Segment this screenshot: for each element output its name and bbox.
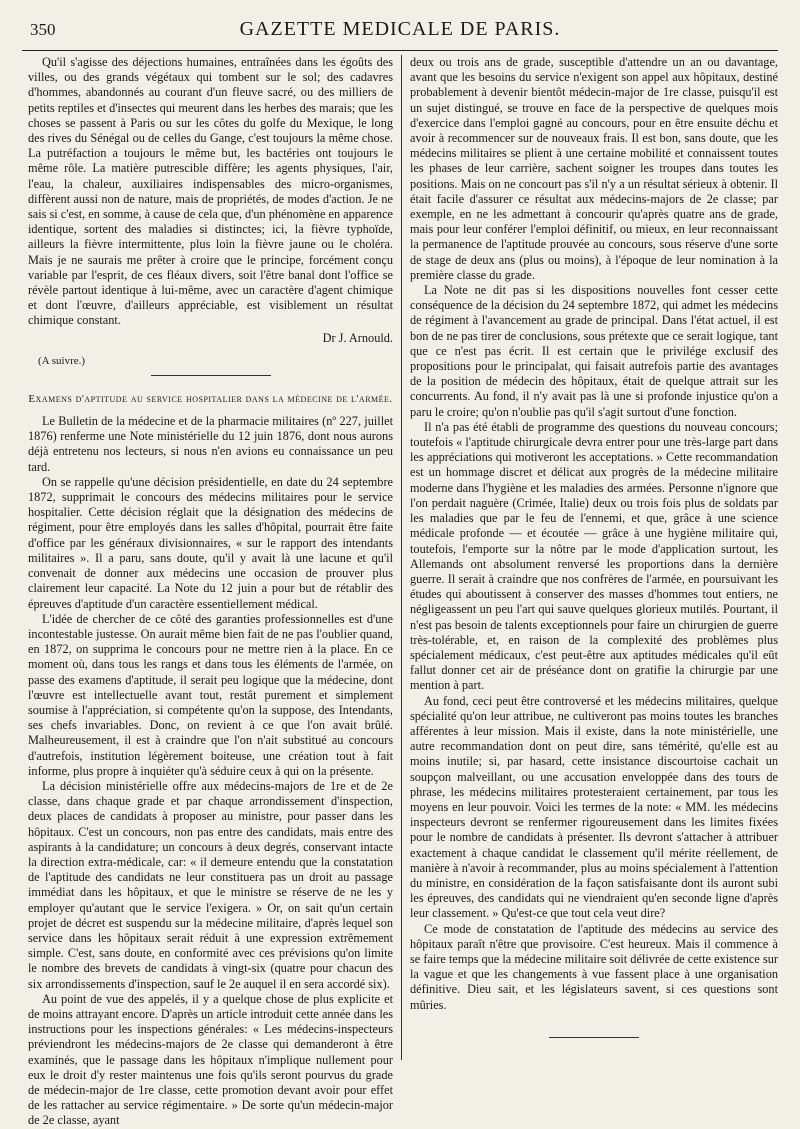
author-signature: Dr J. Arnould.	[322, 330, 393, 345]
to-be-continued: (A suivre.)	[38, 354, 86, 367]
paragraph: On se rappelle qu'une décision présidentielle, en date du 24 septembre 1872, supprimait le concours des médecins militaires pour le service hospitalier. Cette décision réglait que la désignation des médecins de régiment, pour être employés dans les salles d'hôpital, pourrait être faite d'office par les généraux divisionnaires, « sur le rapport des intendants militaires ». Il a paru, sans doute, qu'il y avait là une lacune et qu'il convenait de donner aux médecins une occasion de prouver plus clairement leur capacité. La Note du 12 juin a pour but de rétablir des épreuves d'aptitude d'un caractère essentiellement médical.	[28, 474, 393, 611]
section-separator	[151, 375, 271, 376]
paragraph: La décision ministérielle offre aux médecins-majors de 1re et de 2e classe, dans chaque grade et par chaque arrondissement d'inspection, deux places de candidats à proposer au ministre, pour passer dans les hôpitaux. C'est un concours, non pas entre des candidats, mais entre des aspirants à la candidature; un concours à deux degrés, conservant intacte la direction extra-médicale, car: « il demeure entendu que la constatation de l'aptitude des candidats ne leur constituera pas un droit au passage immédiat dans les hôpitaux, et que le ministre se réserve de ne les y employer qu'autant que le service l'exigera. » Or, on sait qu'un certain projet de décret est suspendu sur la médecine militaire, d'après lequel son service dans les hôpitaux serait réduit à une expression extrêmement simple. C'est, sans doute, en conformité avec ces prévisions qu'on limite le nombre des brevets de candidats à vingt-six (quatre pour chacun des six arrondissements d'inspection, sauf le 2e auquel il en sera accordé six).	[28, 778, 393, 991]
page-header	[22, 10, 778, 51]
paragraph: Le Bulletin de la médecine et de la pharmacie militaires (nº 227, juillet 1876) renferme une Note ministérielle du 12 juin 1876, dont nous aurons déjà entretenu nos lecteurs, si nous n'en avions eu connaissance un peu tard.	[28, 414, 393, 474]
paragraph: La Note ne dit pas si les dispositions nouvelles font cesser cette conséquence de la décision du 24 septembre 1872, qui admet les médecins de régiment à l'avancement au grade de principal. Dans l'état actuel, il est bon de ne pas tirer de conclusions, sous prétexte que ce serait logique, tant que ce n'est pas écrit. Il est certain que le privilége exclusif des propositions pour le principalat, qui faisait autrefois partie des avantages de la position de médecin des hôpitaux, était de quelque attrait sur les concurrents. Au fond, il n'y avait pas là une si profonde injustice qu'on a paru le croire; qu'on n'oublie pas qu'il s'agit surtout d'une fonction.	[410, 283, 778, 419]
section-title: Examens d'aptitude au service hospitalier dans la médecine de l'armée.	[28, 393, 393, 406]
left-column	[28, 55, 393, 1129]
paragraph: L'idée de chercher de ce côté des garanties professionnelles est d'une incontestable justesse. On aurait même bien fait de ne pas l'oublier quand, en 1872, on supprima le concours pour ne mettre rien à la place. En ce moment où, dans tous les rangs et dans tous les éléments de l'armée, on passe des examens d'aptitude, il serait peu logique que la médecine, dont l'œuvre est intellectuelle avant tout, restât purement et simplement soumise à l'appréciation, si compétente qu'on la suppose, des Intendants, ses chefs invariables. Donc, on revient à ce que l'on avait brûlé. Malheureusement, il est à craindre que l'on n'ait substitué au concours d'autrefois, institution légèrement boiteuse, une création tout à fait informe, plus propre à inquiéter qu'à séduire ceux à qui on la présente.	[28, 611, 393, 778]
right-column	[410, 55, 778, 1038]
paragraph: deux ou trois ans de grade, susceptible d'attendre un an ou davantage, avant que les besoins du service n'exigent son appel aux hôpitaux, destiné probablement à devenir bientôt médecin-major de 1re classe, puisqu'il est un sujet distingué, se trouve en face de la perspective de quelques mois d'exercice dans l'emploi gagné au concours, pour en être ensuite déchu et avoir à recommencer sur de nouveaux frais. Il est bon, sans doute, que les médecins militaires se plient à une certaine mobilité et connaissent toutes les phases de leur carrière, sachent soigner les troupes dans toutes les positions. Mais on ne concourt pas s'il n'y a un résultat sérieux à obtenir. Il était facile d'assurer ce résultat aux médecins-majors de 2e classe; par exemple, en ne les admettant à concourir qu'après quatre ans de grade, mais pour leur conférer l'emploi définitif, ou mieux, en leur reconnaissant la permanence de l'aptitude prouvée au concours, sous réserve d'une sorte de stage de deux ans (plus ou moins), à l'époque de leur nomination à la première classe du grade.	[410, 55, 778, 282]
end-separator	[549, 1037, 639, 1038]
journal-title: GAZETTE MEDICALE DE PARIS.	[239, 18, 561, 40]
paragraph: Ce mode de constatation de l'aptitude des médecins au service des hôpitaux paraît n'être que provisoire. C'est heureux. Mais il commence à se faire temps que la médecine militaire soit délivrée de cette existence sur la vague et que les changements à vue fassent place à une organisation définitive. Dieu sait, et les législateurs savent, si ces questions sont mûries.	[410, 921, 778, 1012]
page-number: 350	[30, 20, 56, 39]
paragraph: Il n'a pas été établi de programme des questions du nouveau concours; toutefois « l'aptitude chirurgicale devra entrer pour une très-large part dans les appréciations qui motiveront les acceptations. » Cette recommandation est un hommage discret et délicat aux progrès de la médecine militaire moderne dans l'hygiène et les maladies des armées. Personne n'ignore que l'on perdait naguère (Crimée, Italie) deux ou trois fois plus de soldats par les maladies que par le feu de l'ennemi, et que, grâce à une science médicale profonde — et écoutée — grâce à une hygiène militaire qui, toutefois, l'emporte sur la nôtre par le mode d'application surtout, les Allemands ont absolument renversé les proportions dans la dernière guerre. Il serait à craindre que nos confrères de l'armée, en poursuivant les études qui aboutissent à conserver des masses d'hommes tout entiers, ne négligeassent un peu l'art qui sauve quelques glorieux mutilés. Pourtant, il n'est pas besoin de talents exceptionnels pour faire un chirurgien de guerre très-tolérable, et, en raison de la complexité des problèmes plus spécialement médicaux, c'est peut-être aux aptitudes médicales qu'il eût fallut donner cet air de préséance dont on gratifie la chirurgie par une mention à part.	[410, 419, 778, 693]
intro-paragraph: Qu'il s'agisse des déjections humaines, entraînées dans les égoûts des villes, ou des grands végétaux qui tombent sur le sol; des cadavres d'hommes, abandonnés au courant d'un fleuve sacré, ou des milliers de petits reptiles et d'insectes qui meurent dans les herbes des marais; que les choses se passent à Paris ou sur les côtes du golfe du Mexique, le long des rives du Sénégal ou de celles du Gange, c'est toujours la même chose. La putréfaction a toujours le même but, les bactéries ont toujours le même rôle. La matière putrescible diffère; les agents physiques, l'air, l'eau, la chaleur, auxiliaires indispensables des micro-organismes, diffèrent aussi non de nature, mais de propriétés, de modes d'action. Je ne sais si c'est, en somme, à cause de cela que, d'un phénomène en apparence identique, sortent des maladies si distinctes; ici, la fièvre typhoïde, ailleurs la fièvre intermittente, plus loin la fièvre jaune ou le choléra. Mais je ne saurais me prêter à croire que le principe, forcément conçu variable par l'esprit, de ces fléaux divers, soit l'être banal dont l'office se révèle partout identique à lui-même, avec un caractère d'agent chimique et dont l'œuvre, d'ailleurs appréciable, est visiblement un résultat chimique constant.	[28, 55, 393, 328]
paragraph: Au point de vue des appelés, il y a quelque chose de plus explicite et de moins attrayant encore. D'après un article introduit cette année dans les instructions pour les inspections générales: « Les médecins-inspecteurs préviendront les médecins-majors de 2e classe qui demanderont à être examinés, que le passage dans les hôpitaux n'implique nullement pour eux le droit d'y rester maintenus une fois qu'ils seront pourvus du grade de médecin-major de 1re classe, cette promotion devant avoir pour effet de les rattacher au service régimentaire. » De sorte qu'un médecin-major de 2e classe, ayant	[28, 991, 393, 1128]
paragraph: Au fond, ceci peut être controversé et les médecins militaires, quelque spécialité qu'on leur attribue, ne cultiveront pas moins toutes les branches afférentes à leur mission. Mais il existe, dans la note ministérielle, une autre recommandation dont on peut dire, sans témérité, qu'elle est au moins inutile; si, par hasard, cette insistance discourtoise cachait un soupçon malveillant, ou une accusation enveloppée dans des tours de phrase, les médecins militaires protesteraient certainement, par tous les moyens en leur pouvoir. Voici les termes de la note: « MM. les médecins inspecteurs devront se renfermer rigoureusement dans les limites fixées pour le nombre de candidats à présenter. Ils devront s'attacher à attribuer exactement à chaque candidat le classement qu'il mérite réellement, de manière à n'avoir à recommander, plus au moins spécialement à l'attention du ministre, en considération de la façon satisfaisante dont ils auront subi les épreuves, des candidats qui ne viendraient qu'en seconde ligne d'après leur classement. » Qu'est-ce que tout cela veut dire?	[410, 693, 778, 921]
column-divider	[401, 55, 402, 1060]
